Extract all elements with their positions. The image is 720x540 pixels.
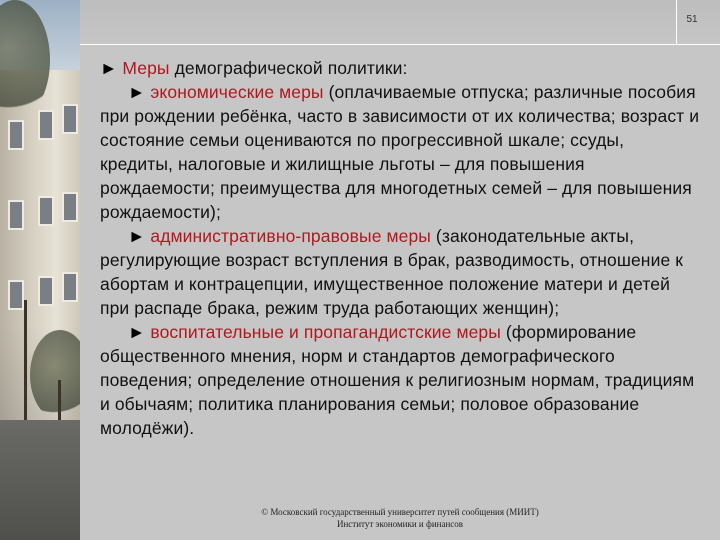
footer-copyright: © Московский государственный университет путей сообщения (МИИТ): [261, 507, 539, 517]
item-accent: воспитательные и пропагандистские меры: [150, 322, 501, 342]
footer: [80, 506, 720, 530]
item-text: (законодательные акты, регулирующие возраст вступления в брак, разводимость, отношение к абортам и контрацепции, имущественное положение матери и детей при распаде брака, режим труда работающих женщин);: [100, 226, 683, 318]
window: [62, 104, 78, 134]
window: [38, 276, 54, 306]
bullet-arrow-icon: ►: [128, 322, 146, 342]
list-item: [100, 80, 700, 224]
slide-body: [100, 56, 700, 440]
window: [8, 200, 24, 230]
item-accent: административно-правовые меры: [150, 226, 431, 246]
bullet-arrow-icon: ►: [100, 58, 118, 78]
heading-text: демографической политики:: [169, 58, 408, 78]
page-number: 51: [686, 14, 698, 25]
item-text: (оплачиваемые отпуска; различные пособия при рождении ребёнка, часто в зависимости от их количества; возраст и состояние семьи оцениваются по прогрессивной шкале; ссуды, кредиты, налоговые и жилищные льготы – для повышения рождаемости; преимущества для многодетных семей – для повышения рождаемости);: [100, 82, 700, 222]
footer-institute: Институт экономики и финансов: [336, 519, 464, 529]
bullet-arrow-icon: ►: [128, 82, 146, 102]
window: [62, 272, 78, 302]
item-text: (формирование общественного мнения, норм и стандартов демографического поведения; определение отношения к религиозным нормам, традициям и обычаям; политика планирования семьи; половое образование молодёжи).: [100, 322, 695, 438]
window: [8, 280, 24, 310]
heading-accent: Меры: [122, 58, 170, 78]
heading: [100, 56, 700, 80]
window: [38, 196, 54, 226]
header-band: [80, 0, 720, 44]
slide-panel: [80, 0, 720, 540]
list-item: [100, 224, 700, 320]
tree-foliage: [30, 330, 80, 420]
item-accent: экономические меры: [150, 82, 324, 102]
bullet-arrow-icon: ►: [128, 226, 146, 246]
window: [8, 120, 24, 150]
list-item: [100, 320, 700, 440]
street: [0, 420, 80, 540]
building-photo: [0, 0, 80, 540]
window: [38, 110, 54, 140]
header-divider-horizontal: [80, 44, 720, 45]
window: [62, 192, 78, 222]
